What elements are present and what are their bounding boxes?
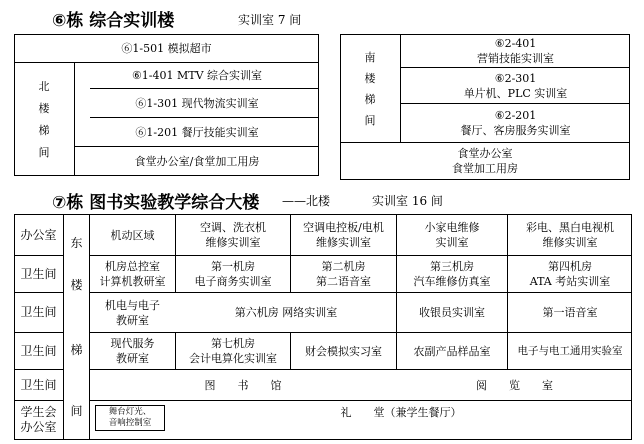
flex-area xyxy=(90,215,175,255)
cell-line: 空调、洗衣机 xyxy=(200,221,266,234)
stair-char: 楼 xyxy=(38,101,50,115)
cell-line: 办公室 xyxy=(20,420,57,434)
room-6-1-201: ⑥1-201 餐厅技能实训室 xyxy=(135,125,259,139)
room-6-2-201 xyxy=(401,104,630,142)
computer-lab-7 xyxy=(176,333,290,369)
cell-line: 第二语音室 xyxy=(316,275,371,288)
stage-light-sound-control-room xyxy=(95,405,165,431)
restroom-cell: 卫生间 xyxy=(20,343,57,358)
south-stairwell xyxy=(340,35,400,142)
room-code: ⑥2-401 xyxy=(494,37,537,50)
cell-line: 机电与电子 xyxy=(105,298,160,312)
room-code: ⑥2-301 xyxy=(494,71,537,85)
restroom-cell: 卫生间 xyxy=(20,266,57,281)
computer-lab-1 xyxy=(176,256,290,292)
cell-line: 空调电控板/电机 xyxy=(303,221,384,234)
agri-sample-room: 农副产品样品室 xyxy=(413,344,491,358)
cell-line: 小家电维修 xyxy=(424,221,480,234)
cell-line: 音响控制室 xyxy=(108,418,152,428)
room-name: 单片机、PLC 实训室 xyxy=(463,86,568,100)
building6-room-count: 实训室 7 间 xyxy=(238,13,302,27)
electromech-research-office xyxy=(90,293,175,332)
building6-title: ⑥栋 综合实训楼 xyxy=(52,11,175,31)
office-cell: 办公室 xyxy=(20,227,57,242)
restroom-cell: 卫生间 xyxy=(20,377,57,392)
cell-line: 第二机房 xyxy=(321,260,366,273)
computer-lab-2 xyxy=(291,256,396,292)
east-stair-char: 东 xyxy=(70,236,83,250)
stair-char: 间 xyxy=(364,113,376,127)
room-name: 食堂加工用房 xyxy=(452,162,518,175)
cell-line: 汽车维修仿真室 xyxy=(413,275,491,288)
cell-line: ATA 考站实训室 xyxy=(529,275,611,288)
stair-char: 楼 xyxy=(364,71,376,85)
cell-line: 电子商务实训室 xyxy=(194,275,272,288)
language-lab-1: 第一语音室 xyxy=(542,306,598,319)
electronics-general-lab: 电子与电工通用实验室 xyxy=(517,344,623,357)
cell-line: 第一机房 xyxy=(211,260,255,273)
server-control-room xyxy=(90,256,175,292)
building7-room-count: 实训室 16 间 xyxy=(372,194,443,208)
cell-line: 机动区域 xyxy=(110,228,155,242)
computer-lab-6-network: 第六机房 网络实训室 xyxy=(234,306,338,319)
cell-line: 舞台灯光、 xyxy=(108,407,152,417)
stair-char: 间 xyxy=(38,145,50,159)
stair-char: 梯 xyxy=(38,123,50,137)
cell-line: 计算机教研室 xyxy=(99,275,166,288)
room-name: 餐厅、客房服务实训室 xyxy=(460,124,571,137)
small-appliance-repair-lab xyxy=(397,215,507,255)
canteen-office-east xyxy=(340,143,630,179)
computer-lab-3 xyxy=(397,256,507,292)
building7-subtitle: ——北楼 xyxy=(282,194,331,208)
restroom-cell: 卫生间 xyxy=(20,305,57,319)
student-union-office xyxy=(14,401,63,439)
stair-char: 南 xyxy=(364,50,376,64)
room-code: 食堂办公室 xyxy=(457,147,513,160)
east-stair-char: 间 xyxy=(70,404,83,418)
cell-line: 会计电算化实训室 xyxy=(189,352,277,365)
cell-line: 机房总控室 xyxy=(105,260,160,273)
auditorium: 礼 堂（兼学生餐厅） xyxy=(340,405,462,419)
stair-char: 梯 xyxy=(364,92,376,106)
room-name: 营销技能实训室 xyxy=(477,52,554,65)
reading-room: 阅 览 室 xyxy=(476,378,553,392)
room-code: ⑥2-201 xyxy=(494,109,537,122)
cashier-lab: 收银员实训室 xyxy=(419,306,485,319)
accounting-sim-room: 财会模拟实习室 xyxy=(305,344,382,358)
cell-line: 实训室 xyxy=(435,236,469,249)
tv-repair-lab xyxy=(508,215,632,255)
cell-line: 彩电、黑白电视机 xyxy=(526,221,614,234)
cell-line: 教研室 xyxy=(116,313,149,327)
room-6-1-401: ⑥1-401 MTV 综合实训室 xyxy=(131,69,263,82)
cell-line: 第七机房 xyxy=(211,337,255,350)
north-stairwell xyxy=(14,63,74,175)
room-6-2-301 xyxy=(401,68,630,103)
room-6-1-501: ⑥1-501 模拟超市 xyxy=(121,41,212,55)
cell-line: 教研室 xyxy=(116,352,149,365)
cell-line: 维修实训室 xyxy=(542,236,598,249)
ac-board-motor-repair-lab xyxy=(291,215,396,255)
computer-lab-4 xyxy=(508,256,632,292)
cell-line: 现代服务 xyxy=(110,337,155,350)
cell-line: 维修实训室 xyxy=(316,236,371,249)
building7-title: ⑦栋 图书实验教学综合大楼 xyxy=(52,193,260,213)
modern-services-research-office xyxy=(90,333,175,369)
stair-char: 北 xyxy=(38,79,50,93)
east-stair-char: 梯 xyxy=(70,343,83,357)
ac-washer-repair-lab xyxy=(176,215,290,255)
room-6-1-301: ⑥1-301 现代物流实训室 xyxy=(135,96,259,110)
cell-line: 第三机房 xyxy=(430,260,474,273)
room-6-2-401 xyxy=(401,35,630,67)
canteen-office-west: 食堂办公室/食堂加工用房 xyxy=(134,154,260,168)
cell-line: 学生会 xyxy=(20,405,57,419)
east-stair-char: 楼 xyxy=(70,278,83,292)
cell-line: 第四机房 xyxy=(548,260,592,273)
library: 图 书 馆 xyxy=(204,378,282,392)
cell-line: 维修实训室 xyxy=(205,236,261,249)
